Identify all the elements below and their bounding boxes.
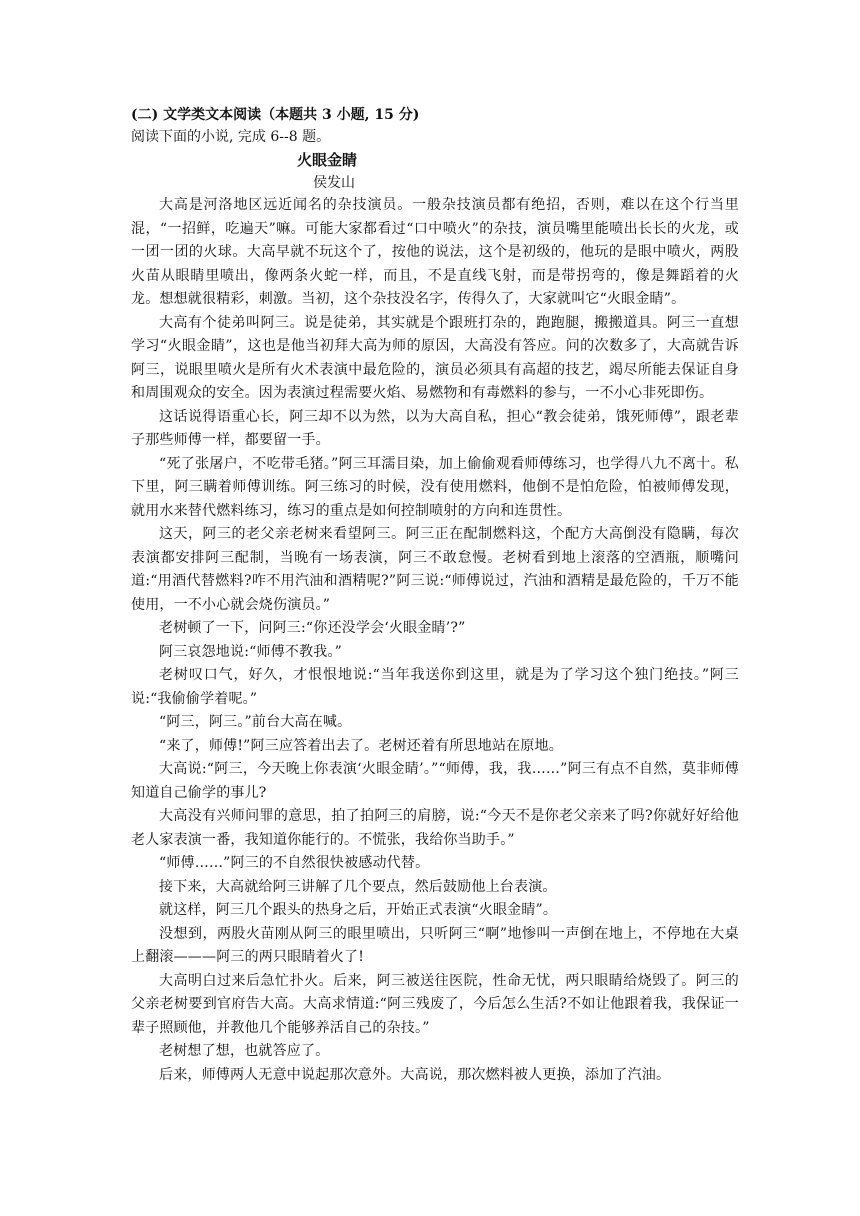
story-paragraph: 老树想了想，也就答应了。 — [159, 1043, 330, 1059]
story-paragraph: “来了，师傅!”阿三应答着出去了。老树还着有所思地站在原地。 — [159, 737, 563, 754]
story-paragraph: “阿三，阿三。”前台大高在喊。 — [159, 714, 352, 730]
reading-instruction: 阅读下面的小说, 完成 6--8 题。 — [131, 129, 331, 145]
story-paragraph: “死了张屠户，不吃带毛猪。”阿三耳濡目染，加上偷偷观看师傅练习，也学得八九不离十。私下里，阿三瞒着师傅训练。阿三练习的时候，没有使用燃料，他倒不是怕危险，怕被师傅发现，就用水来替代燃料练习，练习的重点是如何控制喷射的方向和连贯性。 — [131, 455, 739, 519]
story-paragraph: 就这样，阿三几个跟头的热身之后，开始正式表演“火眼金睛”。 — [159, 902, 558, 918]
story-paragraph: 这天，阿三的老父亲老树来看望阿三。阿三正在配制燃料这，个配方大高倒没有隐瞒，每次表演都安排阿三配制，当晚有一场表演，阿三不敢怠慢。老树看到地上滚落的空酒瓶，顺嘴问道:“用酒代替燃料?咋不用汽油和酒精呢?”阿三说:“师傅说过，汽油和酒精是最危险的，千万不能使用，一不小心就会烧伤演员。” — [131, 526, 739, 613]
story-paragraph: 老树叹口气，好久，才恨恨地说:“当年我送你到这里，就是为了学习这个独门绝技。”阿三说:“我偷偷学着呢。” — [131, 667, 739, 707]
story-title: 火眼金睛 — [297, 151, 358, 169]
story-paragraph: 没想到，两股火苗刚从阿三的眼里喷出，只听阿三“啊”地惨叫一声倒在地上，不停地在大桌上翻滚———阿三的两只眼睛着火了! — [131, 925, 739, 965]
story-author: 侯发山 — [313, 175, 355, 191]
story-paragraph: 老树顿了一下，问阿三:“你还没学会‘火眼金睛’?” — [159, 620, 466, 636]
section-heading: (二) 文学类文本阅读（本题共 3 小题, 15 分) — [131, 107, 420, 123]
story-paragraph: 大高明白过来后急忙扑火。后来，阿三被送往医院，性命无忧，两只眼睛给烧毁了。阿三的父亲老树要到官府告大高。大高求情道:“阿三残废了，今后怎么生活?不如让他跟着我，我保证一辈子照顾他，并教他几个能够养活自己的杂技。” — [131, 972, 739, 1036]
story-paragraph: 大高没有兴师问罪的意思，拍了拍阿三的肩膀，说:“今天不是你老父亲来了吗?你就好好给他老人家表演一番，我知道你能行的。不慌张，我给你当助手。” — [131, 808, 739, 848]
story-paragraph: 后来，师傅两人无意中说起那次意外。大高说，那次燃料被人更换，添加了汽油。 — [159, 1066, 671, 1083]
story-paragraph: 这话说得语重心长，阿三却不以为然，以为大高自私，担心“教会徒弟，饿死师傅”，跟老辈子那些师傅一样，都要留一手。 — [131, 408, 739, 448]
story-paragraph: 大高说:“阿三，今天晚上你表演‘火眼金睛’。”“师傅，我，我……”阿三有点不自然，莫非师傅知道自己偷学的事儿? — [131, 761, 739, 801]
story-paragraph: 接下来，大高就给阿三讲解了几个要点，然后鼓励他上台表演。 — [159, 878, 557, 895]
document-page — [131, 104, 739, 1087]
story-paragraph: 大高是河洛地区远近闻名的杂技演员。一般杂技演员都有绝招，否则，难以在这个行当里混，“一招鲜，吃遍天”嘛。可能大家都看过“口中喷火”的杂技，演员嘴里能喷出长长的火龙，或一团一团的火球。大高早就不玩这个了，按他的说法，这个是初级的，他玩的是眼中喷火，两股火苗从眼睛里喷出，像两条火蛇一样，而且，不是直线飞射，而是带拐弯的，像是舞蹈着的火龙。想想就很精彩，刺激。当初，这个杂技没名字，传得久了，大家就叫它“火眼金睛”。 — [131, 197, 739, 307]
story-paragraph: 大高有个徒弟叫阿三。说是徒弟，其实就是个跟班打杂的，跑跑腿，搬搬道具。阿三一直想学习“火眼金睛”，这也是他当初拜大高为师的原因，大高没有答应。问的次数多了，大高就告诉阿三，说眼里喷火是所有火术表演中最危险的，演员必须具有高超的技艺，竭尽所能去保证自身和周围观众的安全。因为表演过程需要火焰、易燃物和有毒燃料的参与，一不小心非死即伤。 — [131, 314, 739, 401]
story-paragraph: 阿三哀怨地说:“师傅不教我。” — [159, 643, 343, 660]
story-paragraph: “师傅……”阿三的不自然很快被感动代替。 — [159, 855, 430, 871]
